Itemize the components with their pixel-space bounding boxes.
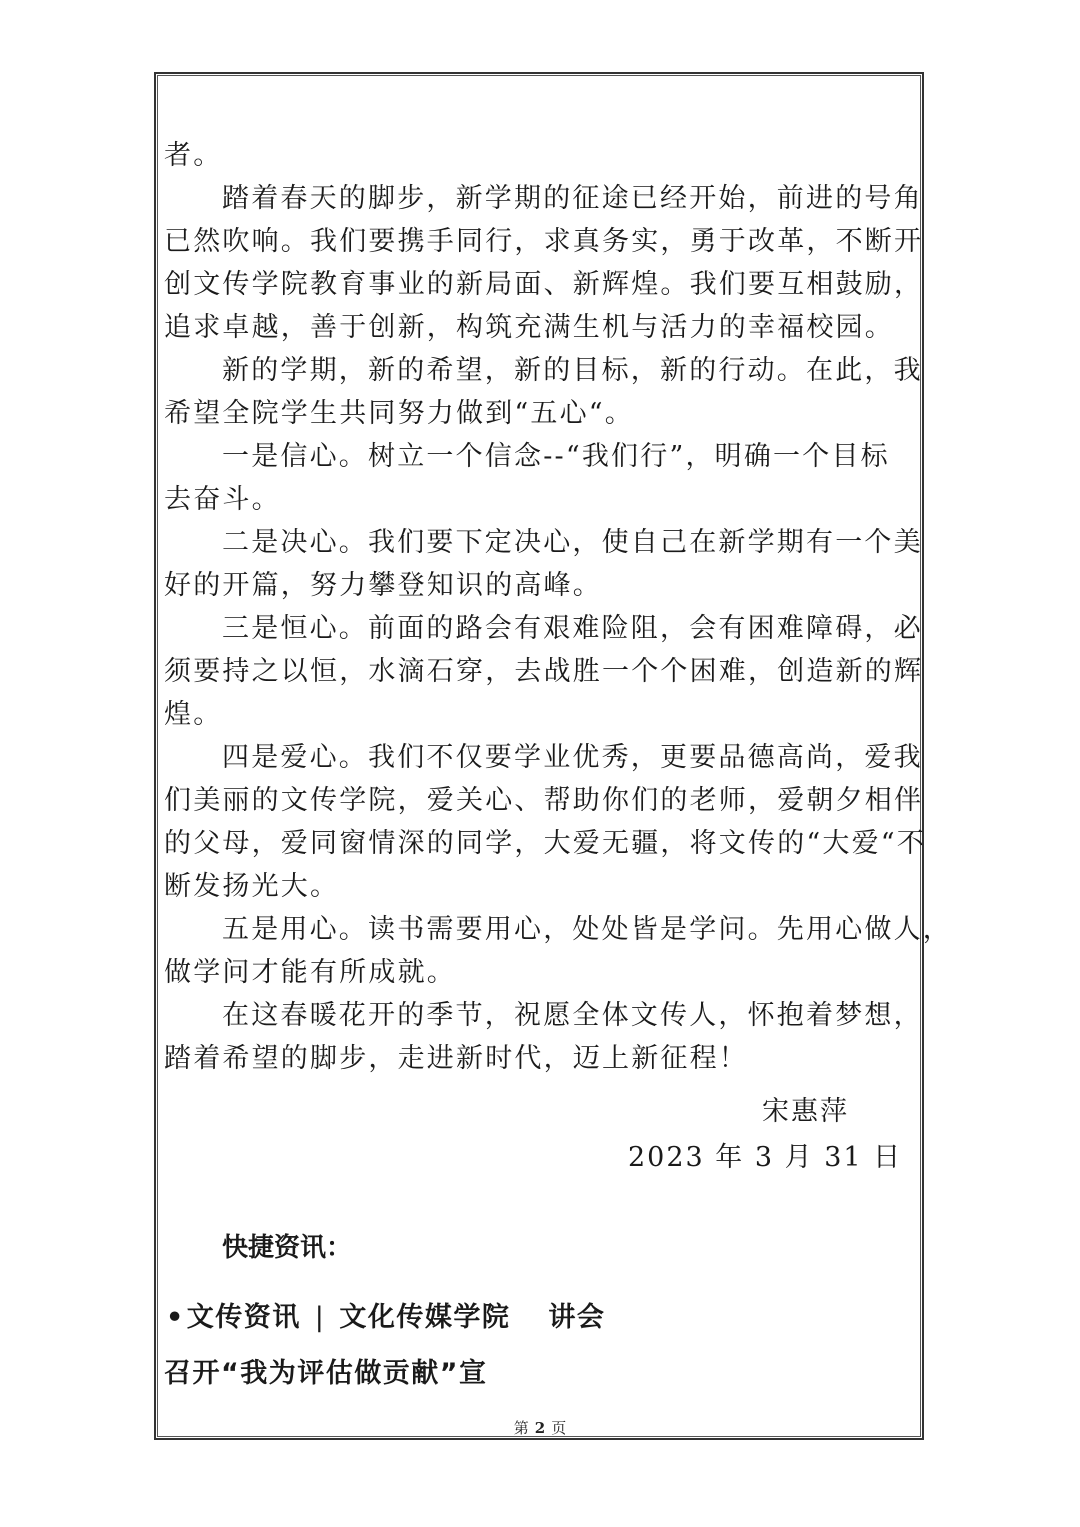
news-item-1[interactable] xyxy=(166,1296,605,1340)
body-line: 希望全院学生共同努力做到“五心“。 xyxy=(164,398,635,429)
body-line: 们美丽的文传学院，爱关心、帮助你们的老师，爱朝夕相伴 xyxy=(164,785,924,816)
body-line: 去奋斗。 xyxy=(164,484,281,515)
letter-body xyxy=(164,134,952,1080)
body-line: 断发扬光大。 xyxy=(164,871,340,902)
body-line: 新的学期，新的希望，新的目标，新的行动。在此，我 xyxy=(222,355,923,386)
page-footer xyxy=(0,1418,1080,1438)
body-line: 者。 xyxy=(164,140,223,171)
body-line: 一是信心。树立一个信念--“我们行”，明确一个目标 xyxy=(222,441,890,472)
body-line: 的父母，爱同窗情深的同学，大爱无疆，将文传的“大爱“不 xyxy=(164,828,927,859)
body-line: 已然吹响。我们要携手同行，求真务实，勇于改革，不断开 xyxy=(164,226,924,257)
bullet-icon: • xyxy=(166,1302,185,1333)
body-line: 三是恒心。前面的路会有艰难险阻，会有困难障碍，必 xyxy=(222,613,923,644)
news-item-2[interactable]: 召开“我为评估做贡献”宣 xyxy=(164,1358,488,1389)
body-line: 二是决心。我们要下定决心，使自己在新学期有一个美 xyxy=(222,527,923,558)
signature-name: 宋惠萍 xyxy=(762,1096,849,1127)
news-item-source: 文化传媒学院 xyxy=(339,1302,511,1333)
news-item-title-end: 讲会 xyxy=(548,1302,606,1333)
body-line: 追求卓越，善于创新，构筑充满生机与活力的幸福校园。 xyxy=(164,312,894,343)
body-line: 五是用心。读书需要用心，处处皆是学问。先用心做人， xyxy=(222,914,952,945)
signature-date: 2023 年 3 月 31 日 xyxy=(628,1142,903,1173)
body-line: 踏着希望的脚步，走进新时代，迈上新征程！ xyxy=(164,1043,748,1074)
page-number: 2 xyxy=(534,1419,546,1437)
news-separator: | xyxy=(314,1302,326,1333)
body-line: 踏着春天的脚步，新学期的征途已经开始，前进的号角 xyxy=(222,183,923,214)
body-line: 须要持之以恒，水滴石穿，去战胜一个个困难，创造新的辉 xyxy=(164,656,924,687)
news-heading: 快捷资讯： xyxy=(222,1233,353,1263)
body-line: 好的开篇，努力攀登知识的高峰。 xyxy=(164,570,602,601)
page-label-prefix: 第 xyxy=(513,1419,529,1437)
body-line: 创文传学院教育事业的新局面、新辉煌。我们要互相鼓励， xyxy=(164,269,924,300)
page-label-suffix: 页 xyxy=(551,1419,567,1437)
body-line: 在这春暖花开的季节，祝愿全体文传人，怀抱着梦想， xyxy=(222,1000,923,1031)
body-line: 煌。 xyxy=(164,699,223,730)
news-item-category: 文传资讯 xyxy=(186,1302,301,1333)
body-line: 做学问才能有所成就。 xyxy=(164,957,456,988)
body-line: 四是爱心。我们不仅要学业优秀，更要品德高尚，爱我 xyxy=(222,742,923,773)
